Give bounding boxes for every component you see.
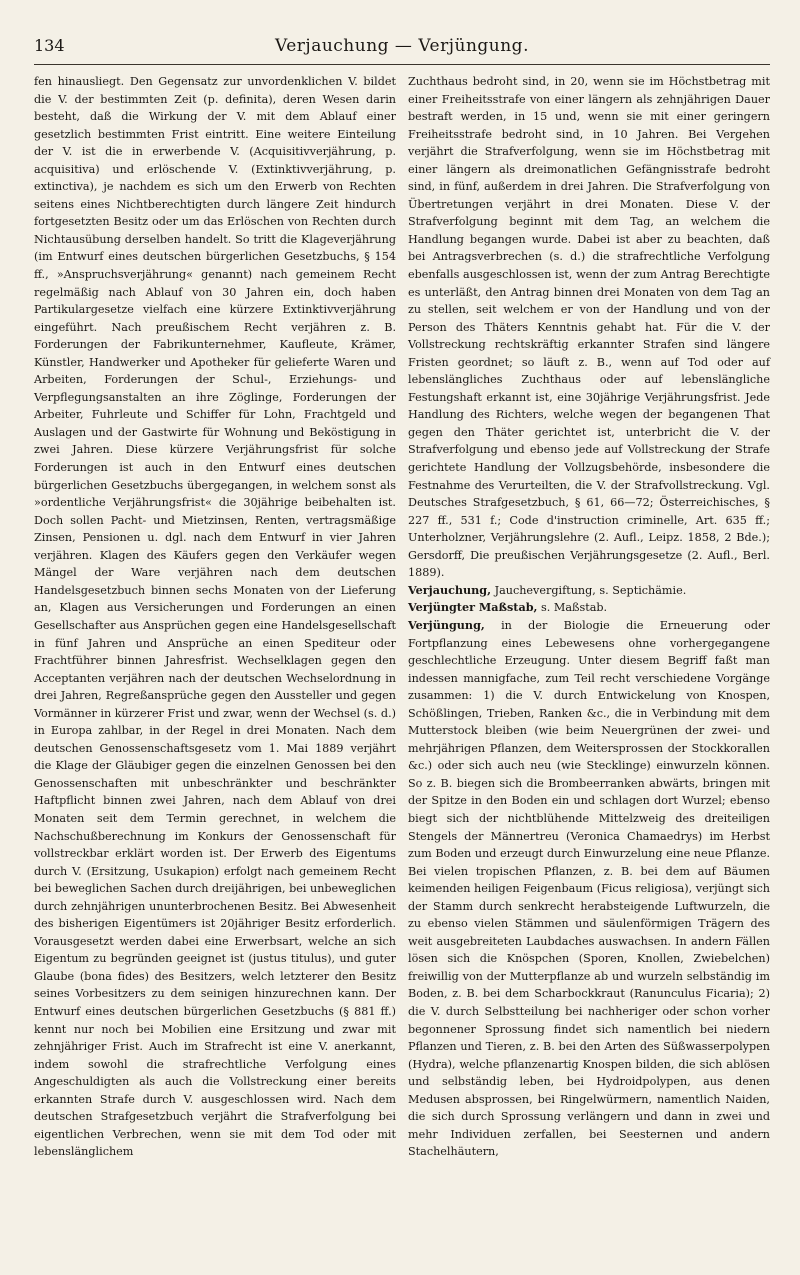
- left-column: [34, 73, 396, 1161]
- right-column: [408, 73, 770, 1161]
- entry-term: Verjüngung,: [408, 617, 485, 632]
- running-head: Verjauchung — Verjüngung.: [275, 36, 529, 56]
- entry-text: in der Biologie die Erneuerung oder Fortpflanzung eines Lebewesens ohne vorhergegangene geschlechtliche Erzeugung. Unter diesem Begriff faßt man indessen mannigfache, zum Teil recht verschiedene Vorgänge zusammen: 1) die V. durch Entwickelung von Knospen, Schößlingen, Trieben, Ranken &c., die in Verbindung mit dem Mutterstock bleiben (wie beim Neuergrünen der zwei- und mehrjährigen Pflanzen, dem Weitersprossen der Stockkorallen &c.) oder sich auch neu (wie Stecklinge) einwurzeln können. So z. B. biegen sich die Brombeerranken abwärts, bringen mit der Spitze in den Boden ein und schlagen dort Wurzel; ebenso biegt sich der nichtblühende Mittelzweig des dreiteiligen Stengels der Männertreu (Veronica Chamaedrys) im Herbst zum Boden und erzeugt durch Einwurzelung eine neue Pflanze. Bei vielen tropischen Pflanzen, z. B. bei dem auf Bäumen keimenden heiligen Feigenbaum (Ficus religiosa), verjüngt sich der Stamm durch senkrecht herabsteigende Luftwurzeln, die zu ebenso vielen Stämmen und säulenförmigen Trägern des weit ausgebreiteten Laubdaches auswachsen. In andern Fällen lösen sich die Knöspchen (Sporen, Knollen, Zwiebelchen) freiwillig von der Mutterpflanze ab und wurzeln selbständig im Boden, z. B. bei dem Scharbockkraut (Ranunculus Ficaria); 2) die V. durch Selbstteilung bei nachheriger oder schon vorher begonnener Sprossung findet sich namentlich bei niedern Pflanzen und Tieren, z. B. bei den Arten des Süßwasserpolypen (Hydra), welche pflanzenartig Knospen bilden, die sich ablösen und selbständig leben, bei Hydroidpolypen, aus denen Medusen absprossen, bei Ringelwürmern, namentlich Naiden, die sich durch Sprossung verlängern und dann in zwei und mehr Individuen zerfallen, bei Seesternen und andern Stachelhäutern,: [408, 618, 770, 1159]
- entry-verjuengung: [408, 617, 770, 1161]
- entry-term: Verjauchung,: [408, 582, 492, 597]
- page-number: 134: [34, 36, 65, 55]
- left-column-text: fen hinausliegt. Den Gegensatz zur unvordenklichen V. bildet die V. der bestimmten Zeit (p. definita), deren Wesen darin besteht, daß die Wirkung der V. mit dem Ablauf einer gesetzlich bestimmten Frist eintritt. Eine weitere Einteilung der V. ist die in erwerbende V. (Acquisitivverjährung, p. acquisitiva) und erlöschende V. (Extinktivverjährung, p. extinctiva), je nachdem es sich um den Erwerb von Rechten seitens eines Nichtberechtigten durch längere Zeit hindurch fortgesetzten Besitz oder um das Erlöschen von Rechten durch Nichtausübung derselben handelt. So tritt die Klageverjährung (im Entwurf eines deutschen bürgerlichen Gesetzbuchs, § 154 ff., »Anspruchsverjährung« genannt) nach gemeinem Recht regelmäßig nach Ablauf von 30 Jahren ein, doch haben Partikulargesetze vielfach eine kürzere Extinktivverjährung eingeführt. Nach preußischem Recht verjähren z. B. Forderungen der Fabrikunternehmer, Kaufleute, Krämer, Künstler, Handwerker und Apotheker für gelieferte Waren und Arbeiten, Forderungen der Schul-, Erziehungs- und Verpflegungsanstalten an ihre Zöglinge, Forderungen der Arbeiter, Fuhrleute und Schiffer für Lohn, Frachtgeld und Auslagen und der Gastwirte für Wohnung und Beköstigung in zwei Jahren. Diese kürzere Verjährungsfrist für solche Forderungen ist auch in den Entwurf eines deutschen bürgerlichen Gesetzbuchs übergegangen, in welchem sonst als »ordentliche Verjährungsfrist« die 30jährige beibehalten ist. Doch sollen Pacht- und Mietzinsen, Renten, vertragsmäßige Zinsen, Pensionen u. dgl. nach dem Entwurf in vier Jahren verjähren. Klagen des Käufers gegen den Verkäufer wegen Mängel der Ware verjähren nach dem deutschen Handelsgesetzbuch binnen sechs Monaten von der Lieferung an, Klagen aus Versicherungen und Forderungen an einen Gesellschafter aus Ansprüchen gegen eine Handelsgesellschaft in fünf Jahren und Ansprüche an einen Spediteur oder Frachtführer binnen Jahresfrist. Wechselklagen gegen den Acceptanten verjähren nach der deutschen Wechselordnung in drei Jahren, Regreßansprüche gegen den Aussteller und gegen Vormänner in kürzerer Frist und zwar, wenn der Wechsel (s. d.) in Europa zahlbar, in der Regel in drei Monaten. Nach dem deutschen Genossenschaftsgesetz vom 1. Mai 1889 verjährt die Klage der Gläubiger gegen die einzelnen Genossen bei den Genossenschaften mit unbeschränkter und beschränkter Haftpflicht binnen zwei Jahren, nach dem Ablauf von drei Monaten seit dem Termin gerechnet, in welchem die Nachschußberechnung im Konkurs der Genossenschaft für vollstreckbar erklärt worden ist. Der Erwerb des Eigentums durch V. (Ersitzung, Usukapion) erfolgt nach gemeinem Recht bei beweglichen Sachen durch dreijährigen, bei unbeweglichen durch zehnjährigen ununterbrochenen Besitz. Bei Abwesenheit des bisherigen Eigentümers ist 20jähriger Besitz erforderlich. Vorausgesetzt werden dabei eine Erwerbsart, welche an sich Eigentum zu begründen geeignet ist (justus titulus), und guter Glaube (bona fides) des Besitzers, welch letzterer den Besitz seines Vorbesitzers zu dem seinigen hinzurechnen kann. Der Entwurf eines deutschen bürgerlichen Gesetzbuchs (§ 881 ff.) kennt nur noch bei Mobilien eine Ersitzung und zwar mit zehnjähriger Frist. Auch im Strafrecht ist eine V. anerkannt, indem sowohl die strafrechtliche Verfolgung eines Angeschuldigten als auch die Vollstreckung einer bereits erkannten Strafe durch V. ausgeschlossen wird. Nach dem deutschen Strafgesetzbuch verjährt die Strafverfolgung bei eigentlichen Verbrechen, wenn sie mit dem Tod oder mit lebenslänglichem: [34, 75, 396, 1159]
- entry-text: s. Maßstab.: [541, 601, 608, 615]
- entry-verjuengter-massstab: [408, 599, 770, 617]
- page-header: [34, 36, 770, 65]
- text-columns: [34, 73, 770, 1161]
- right-column-text: Zuchthaus bedroht sind, in 20, wenn sie im Höchstbetrag mit einer Freiheitsstrafe von einer längern als zehnjährigen Dauer bestraft werden, in 15 und, wenn sie mit einer geringern Freiheitsstrafe bedroht sind, in 10 Jahren. Bei Vergehen verjährt die Strafverfolgung, wenn sie im Höchstbetrag mit einer längern als dreimonatlichen Gefängnisstrafe bedroht sind, in fünf, außerdem in drei Jahren. Die Strafverfolgung von Übertretungen verjährt in drei Monaten. Diese V. der Strafverfolgung beginnt mit dem Tag, an welchem die Handlung begangen wurde. Dabei ist aber zu beachten, daß bei Antragsverbrechen (s. d.) die strafrechtliche Verfolgung ebenfalls ausgeschlossen ist, wenn der zum Antrag Berechtigte es unterläßt, den Antrag binnen drei Monaten von dem Tag an zu stellen, seit welchem er von der Handlung und von der Person des Thäters Kenntnis gehabt hat. Für die V. der Vollstreckung rechtskräftig erkannter Strafen sind längere Fristen geordnet; so läuft z. B., wenn auf Tod oder auf lebenslängliches Zuchthaus oder auf lebenslängliche Festungshaft erkannt ist, eine 30jährige Verjährungsfrist. Jede Handlung des Richters, welche wegen der begangenen That gegen den Thäter gerichtet ist, unterbricht die V. der Strafverfolgung und ebenso jede auf Vollstreckung der Strafe gerichtete Handlung der Vollzugsbehörde, insbesondere die Festnahme des Verurteilten, die V. der Strafvollstreckung. Vgl. Deutsches Strafgesetzbuch, § 61, 66—72; Österreichisches, § 227 ff., 531 f.; Code d'instruction criminelle, Art. 635 ff.; Unterholzner, Verjährungslehre (2. Aufl., Leipz. 1858, 2 Bde.); Gersdorff, Die preußischen Verjährungsgesetze (2. Aufl., Berl. 1889).: [408, 75, 770, 580]
- entry-text: Jauchevergiftung, s. Septichämie.: [494, 583, 687, 597]
- entry-term: Verjüngter Maßstab,: [408, 600, 538, 615]
- entry-verjauchung: [408, 582, 770, 600]
